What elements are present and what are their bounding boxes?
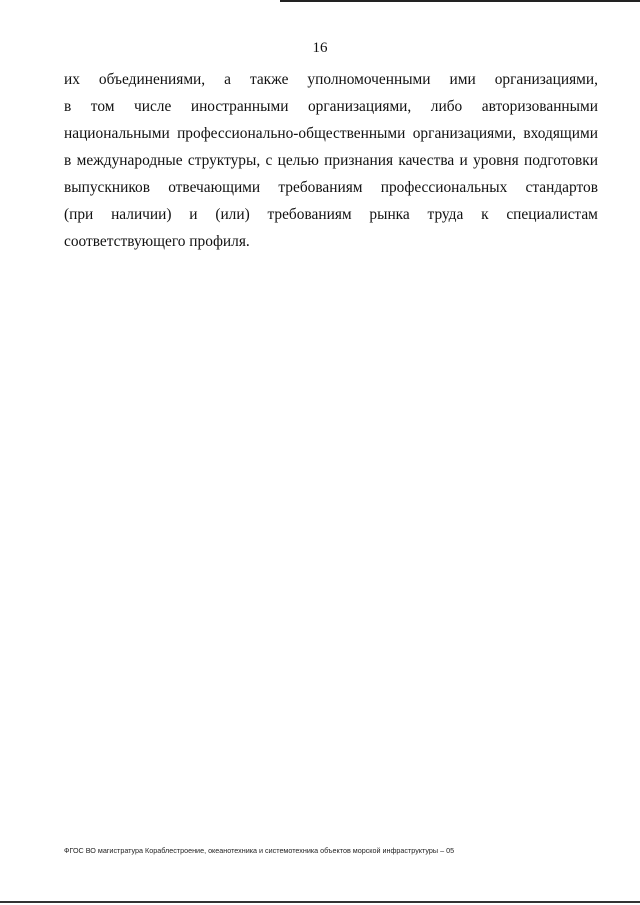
word: организациями, bbox=[412, 125, 517, 142]
text-line-4 bbox=[64, 147, 598, 174]
word: ими bbox=[449, 71, 476, 88]
word: подготовки bbox=[524, 152, 598, 169]
word: и bbox=[459, 152, 468, 169]
word: организациями, bbox=[307, 98, 412, 115]
word: в bbox=[64, 152, 72, 169]
word: иностранными bbox=[190, 98, 289, 115]
word: уровня bbox=[473, 152, 519, 169]
word: профессиональных bbox=[380, 179, 508, 196]
word: признания bbox=[324, 152, 394, 169]
word: соответствующего профиля. bbox=[64, 233, 250, 250]
word: целью bbox=[277, 152, 319, 169]
word: объединениями, bbox=[98, 71, 206, 88]
word: с bbox=[265, 152, 273, 169]
word: входящими bbox=[523, 125, 598, 142]
word: к bbox=[481, 206, 489, 223]
word: (или) bbox=[215, 206, 250, 223]
word: качества bbox=[398, 152, 455, 169]
word: том bbox=[90, 98, 115, 115]
word: числе bbox=[133, 98, 172, 115]
word: стандартов bbox=[525, 179, 598, 196]
word: труда bbox=[427, 206, 464, 223]
word: профессионально-общественными bbox=[177, 125, 406, 142]
word: международные bbox=[76, 152, 183, 169]
word: (при bbox=[64, 206, 94, 223]
top-scan-edge bbox=[280, 0, 640, 2]
word: структуры, bbox=[187, 152, 261, 169]
word: требованиям bbox=[267, 206, 352, 223]
word: организациями, bbox=[494, 71, 598, 88]
text-line-3 bbox=[64, 120, 598, 147]
bottom-scan-edge bbox=[0, 901, 640, 903]
word: а bbox=[224, 71, 231, 88]
word: национальными bbox=[64, 125, 170, 142]
text-line-7 bbox=[64, 228, 598, 255]
text-line-2 bbox=[64, 93, 598, 120]
text-line-6 bbox=[64, 201, 598, 228]
word: либо bbox=[430, 98, 463, 115]
word: отвечающими bbox=[168, 179, 261, 196]
footer-standard-title: ФГОС ВО магистратура Кораблестроение, океанотехника и системотехника объектов морской инфраструктуры – 05 bbox=[64, 846, 455, 855]
text-line-1 bbox=[64, 66, 598, 93]
word: уполномоченными bbox=[307, 71, 431, 88]
word: авторизованными bbox=[481, 98, 598, 115]
word: рынка bbox=[369, 206, 410, 223]
text-line-5 bbox=[64, 174, 598, 201]
page-number: 16 bbox=[312, 40, 328, 56]
word: выпускников bbox=[64, 179, 150, 196]
word: и bbox=[189, 206, 198, 223]
word: требованиям bbox=[278, 179, 363, 196]
body-paragraph bbox=[64, 66, 598, 255]
word: в bbox=[64, 98, 72, 115]
word: также bbox=[249, 71, 289, 88]
word: специалистам bbox=[506, 206, 598, 223]
word: их bbox=[64, 71, 80, 88]
word: наличии) bbox=[111, 206, 172, 223]
